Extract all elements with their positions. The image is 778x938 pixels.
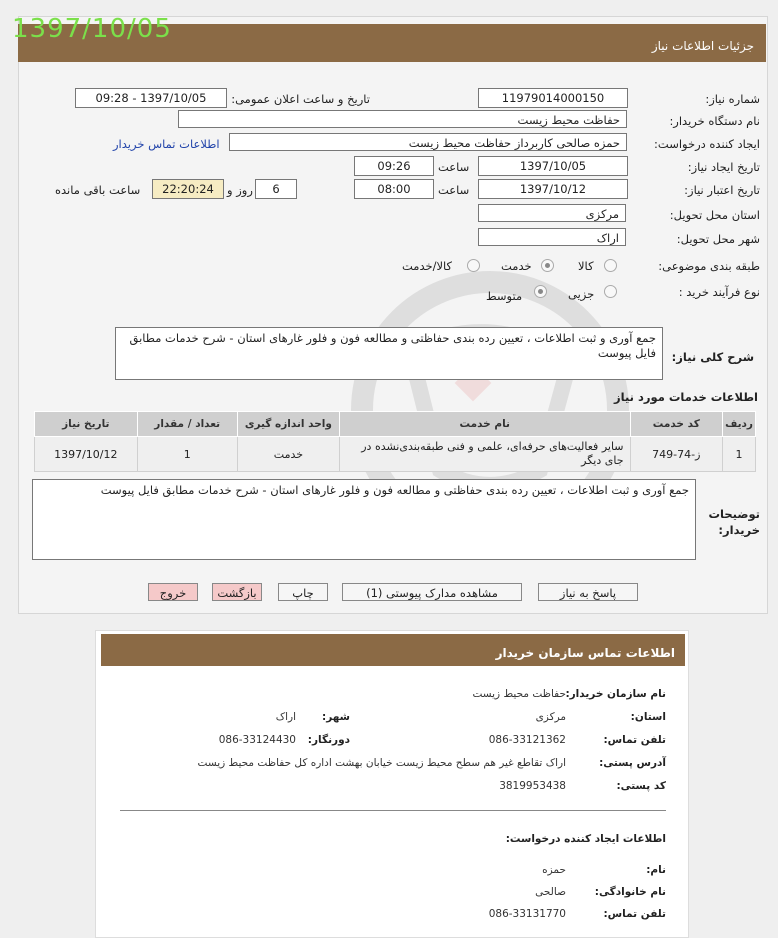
creator-phone: 086-33131770 (488, 908, 566, 920)
buyer-org-label: نام دستگاه خریدار: (669, 114, 760, 128)
category-radio-goods[interactable] (604, 259, 617, 272)
category-label: طبقه بندی موضوعی: (658, 259, 760, 273)
contact-address-label: آدرس پستی: (599, 757, 666, 769)
cell-unit: خدمت (237, 437, 339, 472)
contact-header (101, 634, 685, 666)
validity-label: تاریخ اعتبار نیاز: (684, 183, 760, 197)
services-title: اطلاعات خدمات مورد نیاز (614, 390, 758, 404)
created-date-field: 1397/10/05 (478, 156, 628, 176)
contact-title: اطلاعات تماس سازمان خریدار (495, 646, 675, 660)
services-table (34, 411, 756, 472)
days-field: 6 (255, 179, 297, 199)
contact-city-label: شهر: (322, 711, 350, 723)
creator-field: حمزه صالحی کاربرداز حفاظت محیط زیست (229, 133, 627, 151)
city-label: شهر محل تحویل: (676, 232, 760, 246)
services-header-row (35, 412, 756, 437)
cell-row: 1 (723, 437, 756, 472)
contact-org: حفاظت محیط زیست (472, 688, 566, 700)
contact-address: اراک تقاطع غیر هم سطح محیط زیست خیابان بهشت اداره کل حفاظت محیط زیست (197, 757, 566, 769)
buyer-contact-link[interactable]: اطلاعات تماس خریدار (113, 137, 220, 151)
col-name: نام خدمت (340, 412, 631, 437)
validity-time-field: 08:00 (354, 179, 434, 199)
col-unit: واحد اندازه گیری (237, 412, 339, 437)
process-option-minor: جزیی (568, 287, 595, 301)
city-field: اراک (478, 228, 626, 246)
cell-qty: 1 (137, 437, 237, 472)
creator-label: ایجاد کننده درخواست: (654, 137, 760, 151)
print-button[interactable]: چاپ (278, 583, 328, 601)
created-date-label: تاریخ ایجاد نیاز: (687, 160, 760, 174)
cell-date: 1397/10/12 (35, 437, 138, 472)
category-option-service: خدمت (501, 259, 532, 273)
buyer-notes-textarea: جمع آوری و ثبت اطلاعات ، تعیین رده بندی حفاظتی و مطالعه فون و فلور غارهای استان - شرح خدمات مطابق فایل پیوست (32, 479, 696, 560)
col-row: ردیف (723, 412, 756, 437)
validity-date-field: 1397/10/12 (478, 179, 628, 199)
contact-org-label: نام سازمان خریدار: (565, 688, 666, 700)
contact-city: اراک (275, 711, 296, 723)
announce-label: تاریخ و ساعت اعلان عمومی: (231, 92, 370, 106)
need-number-field: 1197901400015​0 (478, 88, 628, 108)
process-radio-minor[interactable] (604, 285, 617, 298)
description-textarea: جمع آوری و ثبت اطلاعات ، تعیین رده بندی حفاظتی و مطالعه فون و فلور غارهای استان - شرح خدمات مطابق فایل پیوست (115, 327, 663, 380)
contact-phone-label: تلفن تماس: (603, 734, 666, 746)
buyer-org-field: حفاظت محیط زیست (178, 110, 627, 128)
col-code: کد خدمت (630, 412, 723, 437)
province-field: مرکزی (478, 204, 626, 222)
need-number-label: شماره نیاز: (705, 92, 760, 106)
reply-button[interactable]: پاسخ به نیاز (538, 583, 638, 601)
days-label: روز و (227, 183, 253, 197)
date-stamp: 1397/10/05 (12, 14, 172, 44)
creator-family-label: نام خانوادگی: (594, 886, 666, 898)
attachments-button[interactable]: مشاهده مدارک پیوستی (1) (342, 583, 522, 601)
category-radio-service[interactable] (541, 259, 554, 272)
created-time-field: 09:26 (354, 156, 434, 176)
table-row (35, 437, 756, 472)
cell-code: ز-74-749 (630, 437, 723, 472)
contact-province: مرکزی (535, 711, 566, 723)
cell-name: سایر فعالیت‌های حرفه‌ای، علمی و فنی طبقه‌بندی‌نشده در جای دیگر (340, 437, 631, 472)
category-option-both: کالا/خدمت (402, 259, 453, 273)
back-button[interactable]: بازگشت (212, 583, 262, 601)
contact-postal: 3819953438 (499, 780, 566, 792)
description-label: شرح کلی نیاز: (671, 350, 754, 364)
process-label: نوع فرآیند خرید : (678, 285, 760, 299)
category-option-goods: کالا (578, 259, 594, 273)
creator-name: حمزه (542, 864, 566, 876)
contact-fax-label: دورنگار: (307, 734, 350, 746)
page-title: جزئیات اطلاعات نیاز (651, 39, 754, 53)
province-label: استان محل تحویل: (669, 208, 760, 222)
col-qty: تعداد / مقدار (137, 412, 237, 437)
remaining-label: ساعت باقی مانده (55, 183, 141, 197)
buyer-notes-label: توضیحات خریدار: (708, 507, 760, 537)
col-date: تاریخ نیاز (35, 412, 138, 437)
remaining-time-field: 22:20:24 (152, 179, 224, 199)
creator-phone-label: تلفن تماس: (603, 908, 666, 920)
validity-time-label: ساعت (438, 183, 470, 197)
creator-section-title: اطلاعات ایجاد کننده درخواست: (505, 833, 666, 845)
announce-field: 1397/10/05 - 09:28 (75, 88, 227, 108)
creator-name-label: نام: (646, 864, 666, 876)
contact-phone: 086-33121362 (488, 734, 566, 746)
process-option-medium: متوسط (486, 289, 523, 303)
contact-province-label: استان: (630, 711, 666, 723)
contact-divider (120, 810, 666, 811)
category-radio-both[interactable] (467, 259, 480, 272)
exit-button[interactable]: خروج (148, 583, 198, 601)
contact-fax: 086-33124430 (218, 734, 296, 746)
process-radio-medium[interactable] (534, 285, 547, 298)
created-time-label: ساعت (438, 160, 470, 174)
contact-postal-label: کد پستی: (616, 780, 666, 792)
creator-family: صالحی (535, 886, 566, 898)
